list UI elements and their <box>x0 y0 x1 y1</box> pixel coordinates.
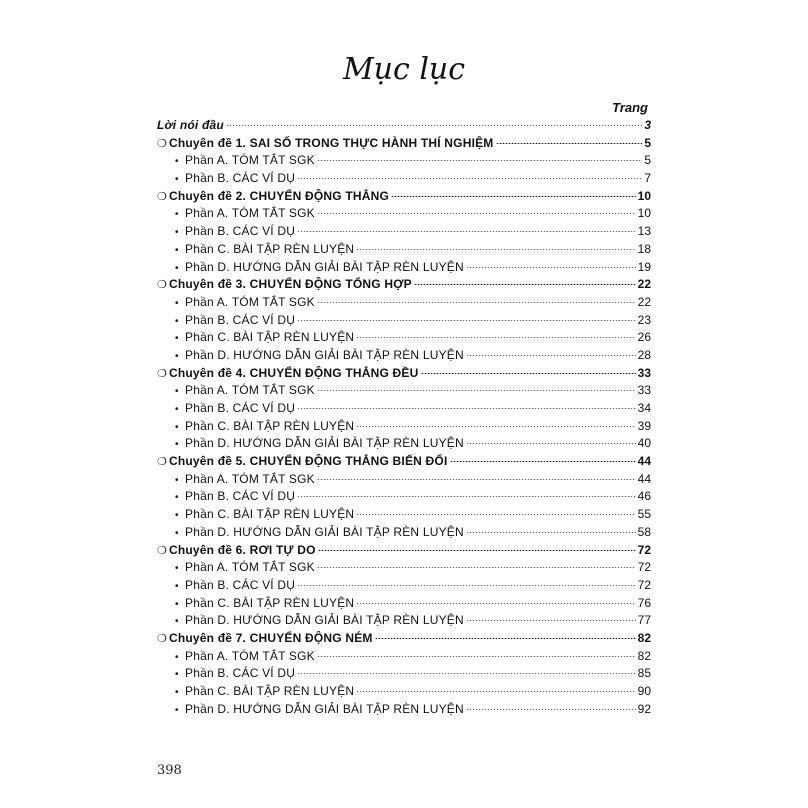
toc-entry-page: 77 <box>637 613 651 628</box>
toc-entry-label: Lời nói đầu <box>157 118 224 132</box>
toc-entry-page: 46 <box>637 489 651 504</box>
dot-leader <box>356 603 635 604</box>
toc-entry-label: Phần A. TÓM TẮT SGK <box>185 206 315 221</box>
toc-entry-label: Phần D. HƯỚNG DẪN GIẢI BÀI TẬP RÈN LUYỆN <box>185 524 464 539</box>
toc-entry-label: Phần B. CÁC VÍ DỤ <box>185 401 296 415</box>
toc-entry-page: 13 <box>637 224 651 239</box>
toc-section-entry <box>157 382 651 400</box>
dot-bullet-icon: • <box>175 244 179 256</box>
dot-bullet-icon: • <box>175 474 179 486</box>
dot-bullet-icon: • <box>175 669 179 681</box>
toc-entry-label: Phần C. BÀI TẬP RÈN LUYỆN <box>185 684 355 698</box>
dot-leader <box>317 567 636 568</box>
dot-leader <box>297 231 636 232</box>
dot-bullet-icon: • <box>175 510 179 522</box>
dot-leader <box>466 267 636 268</box>
dot-bullet-icon: • <box>175 333 179 345</box>
toc-entry-page: 18 <box>637 241 651 256</box>
toc-section-entry <box>157 294 651 312</box>
toc-entry-label: Phần B. CÁC VÍ DỤ <box>185 666 296 681</box>
dot-bullet-icon: • <box>175 687 179 698</box>
toc-entry-page: 34 <box>637 401 651 415</box>
dot-leader <box>356 426 635 427</box>
toc-entry-page: 72 <box>637 577 651 592</box>
dot-leader <box>375 638 636 639</box>
toc-entry-page: 39 <box>637 418 651 433</box>
dot-bullet-icon: • <box>175 439 179 451</box>
toc-entry-page: 44 <box>637 471 651 486</box>
toc-intro-entry <box>157 117 651 135</box>
toc-entry-page: 22 <box>637 294 651 309</box>
toc-entry-label: Phần D. HƯỚNG DẪN GIẢI BÀI TẬP RÈN LUYỆN <box>185 436 464 451</box>
dot-leader <box>226 125 642 126</box>
toc-entry-page: 44 <box>637 454 651 469</box>
dot-leader <box>317 213 636 214</box>
dot-leader <box>297 585 636 586</box>
toc-entry-label: Phần A. TÓM TẮT SGK <box>185 153 315 168</box>
toc-entry-label: Phần A. TÓM TẮT SGK <box>185 471 315 486</box>
toc-section-entry <box>157 683 651 701</box>
toc-entry-label: Phần B. CÁC VÍ DỤ <box>185 312 296 327</box>
toc-section-entry <box>157 488 651 506</box>
toc-section-entry <box>157 612 651 630</box>
dot-leader <box>414 284 636 285</box>
toc-section-entry <box>157 347 651 365</box>
toc-section-entry <box>157 577 651 595</box>
toc-chapter-entry <box>157 365 651 383</box>
toc-section-entry <box>157 418 651 436</box>
dot-bullet-icon: • <box>175 421 179 433</box>
toc-section-entry <box>157 595 651 613</box>
toc-entry-page: 40 <box>637 436 651 451</box>
toc-chapter-entry <box>157 276 651 294</box>
dot-bullet-icon: • <box>175 492 179 504</box>
dot-bullet-icon: • <box>175 174 179 186</box>
toc-chapter-entry <box>157 188 651 206</box>
toc-entry-label: Phần A. TÓM TẮT SGK <box>185 648 315 663</box>
toc-section-entry <box>157 152 651 170</box>
toc-section-entry <box>157 701 651 719</box>
toc-entry-label: Phần C. BÀI TẬP RÈN LUYỆN <box>185 418 355 433</box>
toc-entry-label: Phần B. CÁC VÍ DỤ <box>185 171 296 186</box>
toc-entry-page: 82 <box>637 630 651 645</box>
dot-leader <box>297 673 636 674</box>
dot-bullet-icon: • <box>175 651 179 663</box>
toc-section-entry <box>157 259 651 277</box>
toc-entry-label: Chuyên đề 6. RƠI TỰ DO <box>169 542 316 557</box>
dot-bullet-icon: • <box>175 315 179 327</box>
dot-leader <box>356 514 635 515</box>
page-column-header: Trang <box>612 100 648 115</box>
toc-entry-page: 76 <box>637 595 651 610</box>
dot-leader <box>356 337 635 338</box>
toc-chapter-entry <box>157 630 651 648</box>
dot-bullet-icon: • <box>175 209 179 221</box>
toc-entry-page: 3 <box>644 118 651 132</box>
toc-entry-label: Phần D. HƯỚNG DẪN GIẢI BÀI TẬP RÈN LUYỆN <box>185 347 464 362</box>
page-number: 398 <box>157 763 182 778</box>
toc-section-entry <box>157 648 651 666</box>
toc-entry-label: Phần B. CÁC VÍ DỤ <box>185 224 296 239</box>
dot-leader <box>421 373 636 374</box>
dot-bullet-icon: • <box>175 156 179 168</box>
circle-bullet-icon: ❍ <box>157 544 167 557</box>
dot-bullet-icon: • <box>175 704 179 716</box>
toc-entry-label: Chuyên đề 5. CHUYỂN ĐỘNG THẲNG BIẾN ĐỔI <box>169 454 448 469</box>
toc-entry-page: 85 <box>637 666 651 681</box>
dot-bullet-icon: • <box>175 297 179 309</box>
toc-entry-label: Phần C. BÀI TẬP RÈN LUYỆN <box>185 241 355 256</box>
dot-leader <box>391 196 636 197</box>
toc-section-entry <box>157 665 651 683</box>
toc-section-entry <box>157 506 651 524</box>
toc-entry-label: Phần B. CÁC VÍ DỤ <box>185 577 296 592</box>
dot-leader <box>317 302 636 303</box>
toc-entry-page: 72 <box>637 560 651 575</box>
toc-entry-page: 72 <box>637 542 651 557</box>
dot-bullet-icon: • <box>175 404 179 415</box>
dot-bullet-icon: • <box>175 227 179 239</box>
toc-entry-label: Phần C. BÀI TẬP RÈN LUYỆN <box>185 507 355 522</box>
toc-section-entry <box>157 205 651 223</box>
dot-leader <box>297 178 642 179</box>
dot-leader <box>466 443 636 444</box>
toc-section-entry <box>157 312 651 330</box>
dot-leader <box>466 709 636 710</box>
toc-chapter-entry <box>157 453 651 471</box>
dot-leader <box>466 355 636 356</box>
dot-leader <box>297 496 636 497</box>
toc-entry-label: Phần A. TÓM TẮT SGK <box>185 294 315 309</box>
toc-chapter-entry <box>157 135 651 153</box>
page-title: Mục lục <box>342 52 466 87</box>
circle-bullet-icon: ❍ <box>157 456 167 469</box>
toc-section-entry <box>157 400 651 418</box>
toc-entry-page: 82 <box>637 648 651 663</box>
dot-bullet-icon: • <box>175 527 179 539</box>
toc-section-entry <box>157 329 651 347</box>
dot-leader <box>317 656 636 657</box>
toc-entry-label: Phần D. HƯỚNG DẪN GIẢI BÀI TẬP RÈN LUYỆN <box>185 613 464 628</box>
toc-entry-label: Phần D. HƯỚNG DẪN GIẢI BÀI TẬP RÈN LUYỆN <box>185 259 464 274</box>
toc-entry-label: Phần A. TÓM TẮT SGK <box>185 383 315 398</box>
circle-bullet-icon: ❍ <box>157 367 167 380</box>
toc-entry-page: 92 <box>637 701 651 716</box>
dot-leader <box>450 461 636 462</box>
dot-bullet-icon: • <box>175 350 179 362</box>
toc-entry-page: 5 <box>644 135 651 150</box>
dot-bullet-icon: • <box>175 580 179 592</box>
dot-leader <box>496 143 643 144</box>
toc-entry-label: Chuyên đề 7. CHUYỂN ĐỘNG NÉM <box>169 630 373 645</box>
toc-section-entry <box>157 241 651 259</box>
toc-entry-label: Phần D. HƯỚNG DẪN GIẢI BÀI TẬP RÈN LUYỆN <box>185 701 464 716</box>
toc-section-entry <box>157 435 651 453</box>
dot-leader <box>356 249 635 250</box>
circle-bullet-icon: ❍ <box>157 137 167 150</box>
toc-section-entry <box>157 223 651 241</box>
dot-bullet-icon: • <box>175 598 179 610</box>
toc-entry-page: 7 <box>644 171 651 186</box>
dot-bullet-icon: • <box>175 386 179 398</box>
dot-leader <box>356 691 635 692</box>
toc-section-entry <box>157 524 651 542</box>
dot-leader <box>466 620 636 621</box>
toc-section-entry <box>157 559 651 577</box>
dot-leader <box>317 390 636 391</box>
dot-leader <box>318 550 636 551</box>
dot-bullet-icon: • <box>175 262 179 274</box>
toc-entry-label: Phần B. CÁC VÍ DỤ <box>185 489 296 504</box>
dot-leader <box>466 532 636 533</box>
toc-entry-label: Chuyên đề 3. CHUYỂN ĐỘNG TỔNG HỢP <box>169 277 412 292</box>
toc-entry-label: Chuyên đề 4. CHUYỂN ĐỘNG THẲNG ĐỀU <box>169 365 419 380</box>
toc-entry-page: 10 <box>637 188 651 203</box>
toc-entry-page: 33 <box>637 365 651 380</box>
toc-entry-page: 55 <box>637 507 651 522</box>
toc-entry-label: Chuyên đề 2. CHUYỂN ĐỘNG THẲNG <box>169 188 390 203</box>
circle-bullet-icon: ❍ <box>157 279 167 292</box>
circle-bullet-icon: ❍ <box>157 632 167 645</box>
toc-entry-label: Phần C. BÀI TẬP RÈN LUYỆN <box>185 330 355 345</box>
toc-entry-page: 10 <box>637 206 651 221</box>
toc-section-entry <box>157 170 651 188</box>
toc-entry-page: 28 <box>637 347 651 362</box>
circle-bullet-icon: ❍ <box>157 190 167 203</box>
dot-bullet-icon: • <box>175 616 179 628</box>
toc-entry-page: 22 <box>637 277 651 292</box>
dot-leader <box>317 160 642 161</box>
toc-entry-page: 23 <box>637 312 651 327</box>
toc-entry-page: 19 <box>637 259 651 274</box>
toc-entry-page: 26 <box>637 330 651 345</box>
toc-entry-page: 90 <box>637 684 651 698</box>
toc-entry-page: 58 <box>637 524 651 539</box>
dot-leader <box>297 408 636 409</box>
toc-chapter-entry <box>157 542 651 560</box>
toc-entry-label: Phần C. BÀI TẬP RÈN LUYỆN <box>185 595 355 610</box>
toc-section-entry <box>157 471 651 489</box>
dot-leader <box>317 479 636 480</box>
toc-entry-page: 33 <box>637 383 651 398</box>
toc-entry-label: Phần A. TÓM TẮT SGK <box>185 560 315 575</box>
table-of-contents <box>157 117 651 718</box>
toc-entry-label: Chuyên đề 1. SAI SỐ TRONG THỰC HÀNH THÍ NGHIỆM <box>169 135 494 150</box>
toc-entry-page: 5 <box>644 153 651 168</box>
dot-leader <box>297 320 636 321</box>
dot-bullet-icon: • <box>175 563 179 575</box>
